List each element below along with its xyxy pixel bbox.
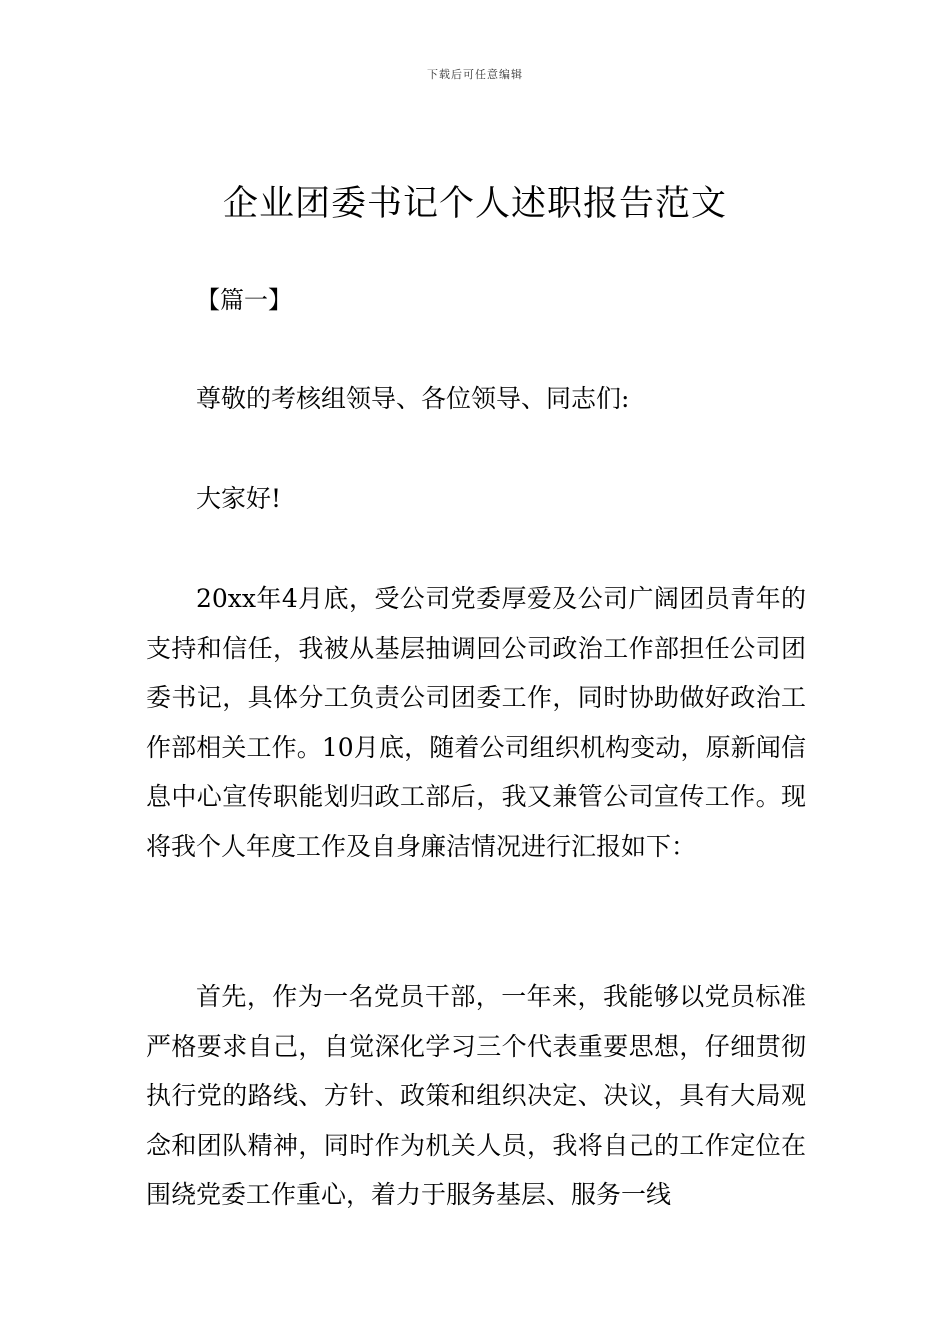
- header-note: 下载后可任意编辑: [427, 68, 523, 81]
- salutation: 尊敬的考核组领导、各位领导、同志们:: [196, 384, 630, 413]
- section-label: 【篇一】: [196, 286, 292, 314]
- document-title: 企业团委书记个人述职报告范文: [222, 184, 727, 224]
- greeting: 大家好!: [196, 484, 282, 513]
- paragraph-2: 首先，作为一名党员干部，一年来，我能够以党员标准严格要求自己，自觉深化学习三个代表重要思想，仔细贯彻执行党的路线、方针、政策和组织决定、决议，具有大局观念和团队精神，同时作为机关人员，我将自己的工作定位在围绕党委工作重心，着力于服务基层、服务一线: [146, 982, 806, 1209]
- paragraph-1: 20xx年4月底，受公司党委厚爱及公司广阔团员青年的支持和信任，我被从基层抽调回公司政治工作部担任公司团委书记，具体分工负责公司团委工作，同时协助做好政治工作部相关工作。10月底，随着公司组织机构变动，原新闻信息中心宣传职能划归政工部后，我又兼管公司宣传工作。现将我个人年度工作及自身廉洁情况进行汇报如下：: [146, 584, 806, 861]
